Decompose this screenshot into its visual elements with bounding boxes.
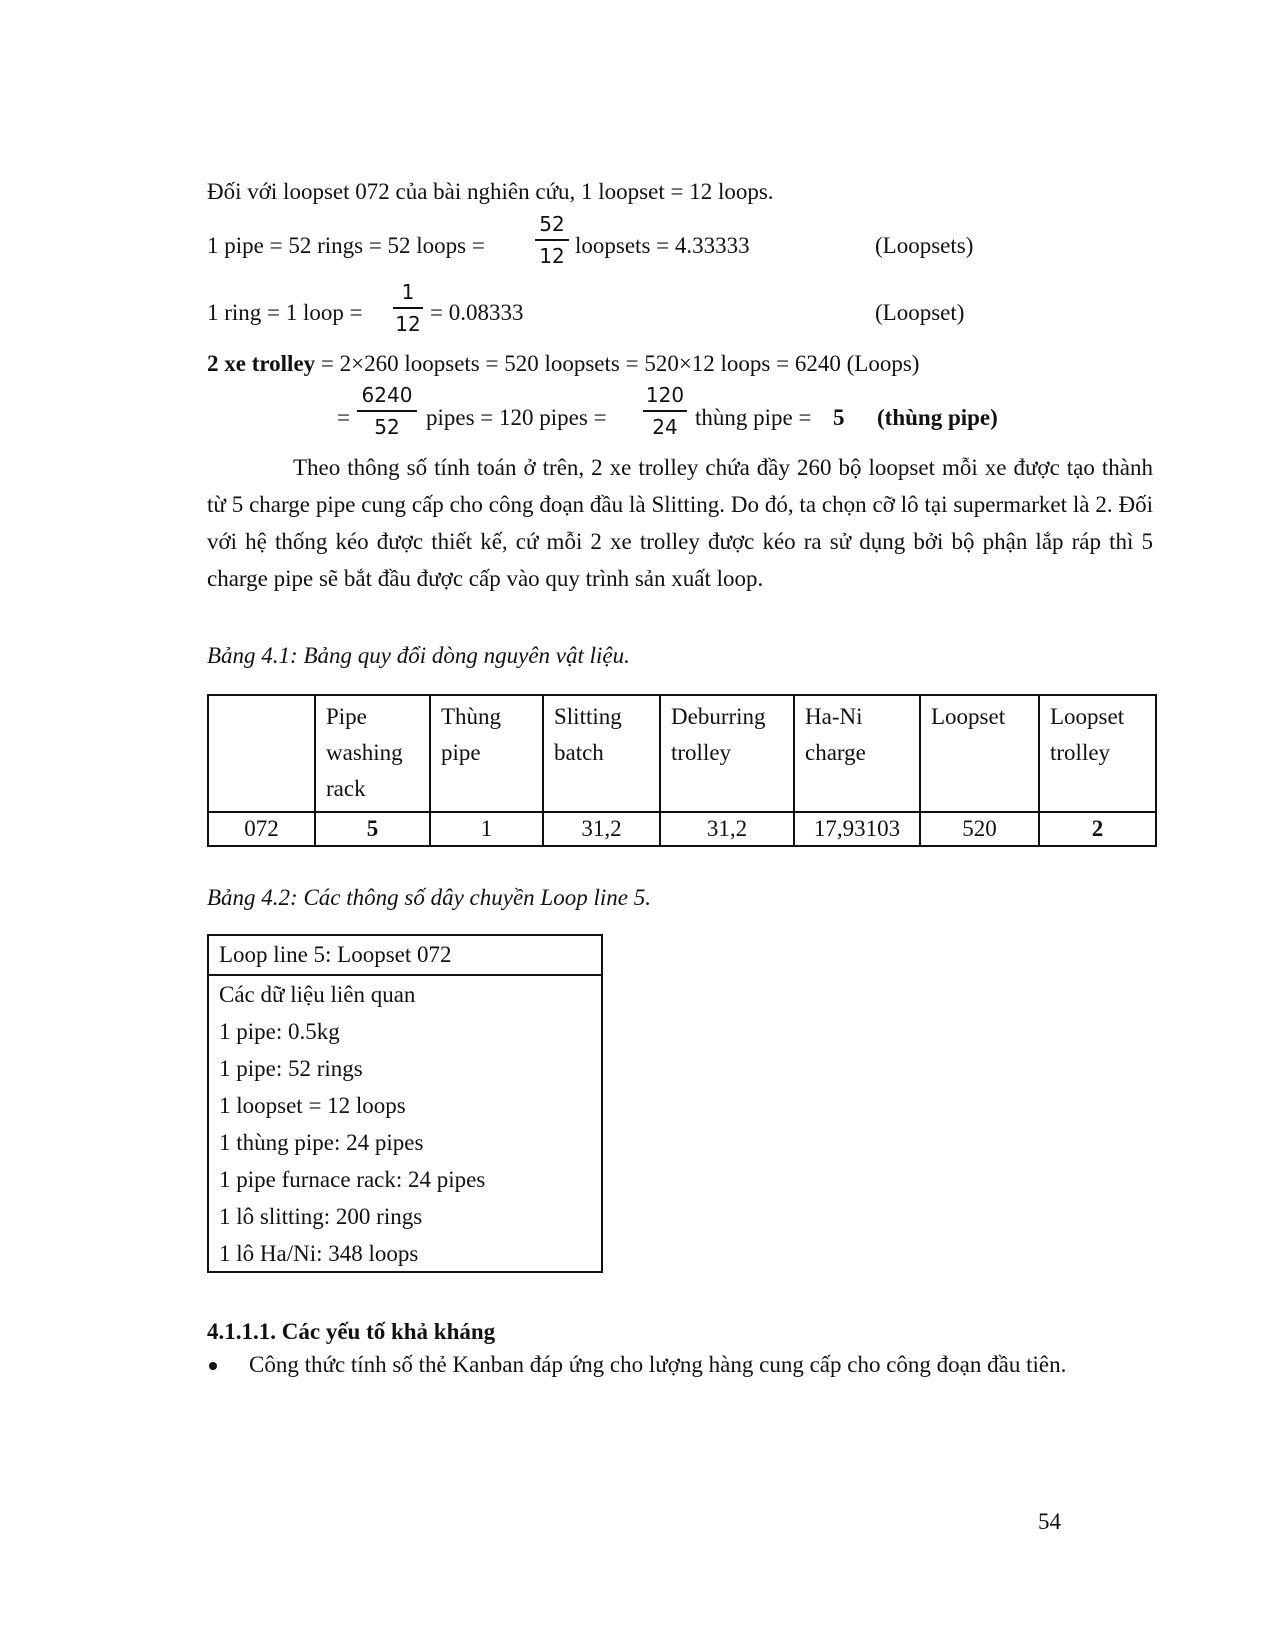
equation-rest: = 2×260 loopsets = 520 loopsets = 520×12 loops = 6240 (Loops) bbox=[315, 351, 920, 376]
table-header-cell bbox=[794, 695, 920, 812]
fraction-denominator: 12 bbox=[395, 312, 421, 336]
loop-line-body bbox=[209, 976, 601, 1272]
section-heading: 4.1.1.1. Các yếu tố khả kháng bbox=[207, 1319, 496, 1344]
header-text: Loopset bbox=[931, 704, 1006, 729]
table-row bbox=[208, 812, 1156, 846]
list-item: 1 pipe furnace rack: 24 pipes bbox=[219, 1167, 486, 1192]
list-item: 1 loopset = 12 loops bbox=[219, 1093, 406, 1118]
fraction-numerator: 1 bbox=[401, 280, 415, 304]
bullet-text: Công thức tính số thẻ Kanban đáp ứng cho lượng hàng cung cấp cho công đoạn đầu tiên. bbox=[249, 1352, 1067, 1377]
fraction-bar bbox=[535, 239, 569, 241]
body-paragraph: Theo thông số tính toán ở trên, 2 xe trolley chứa đầy 260 bộ loopset mỗi xe được tạo thành từ 5 charge pipe cung cấp cho công đoạn đầu là Slitting. Do đó, ta chọn cỡ lô tại supermarket là 2. Đối với hệ thống kéo được thiết kế, cứ mỗi 2 xe trolley được kéo ra sử dụng bởi bộ phận lắp ráp thì 5 charge pipe sẽ bắt đầu được cấp vào quy trình sản xuất loop. bbox=[207, 455, 1153, 591]
list-item: 1 lô slitting: 200 rings bbox=[219, 1204, 423, 1229]
list-item: 1 pipe: 52 rings bbox=[219, 1056, 363, 1081]
header-text: Slitting batch bbox=[554, 704, 622, 765]
conversion-table bbox=[207, 694, 1157, 847]
equation-right: loopsets = 4.33333 bbox=[575, 233, 750, 258]
table-cell: 31,2 bbox=[660, 812, 794, 846]
fraction-numerator: 6240 bbox=[361, 383, 413, 407]
loop-line-table bbox=[207, 934, 603, 1273]
table-cell: 5 bbox=[315, 812, 430, 846]
fraction-denominator: 24 bbox=[652, 415, 678, 439]
table-header-cell bbox=[208, 695, 315, 812]
list-item: Các dữ liệu liên quan bbox=[219, 982, 416, 1007]
header-text: Loopset trolley bbox=[1050, 704, 1125, 765]
loop-line-header: Loop line 5: Loopset 072 bbox=[209, 936, 601, 976]
fraction-bar bbox=[643, 410, 687, 412]
table-header-cell bbox=[1039, 695, 1156, 812]
table-cell: 17,93103 bbox=[794, 812, 920, 846]
header-text: Thùng pipe bbox=[441, 704, 502, 765]
equation-unit: (Loopset) bbox=[875, 300, 965, 325]
fraction-numerator: 120 bbox=[645, 383, 685, 407]
table-cell: 072 bbox=[208, 812, 315, 846]
table-cell: 2 bbox=[1039, 812, 1156, 846]
fraction-denominator: 12 bbox=[539, 244, 565, 268]
fraction bbox=[357, 383, 417, 439]
equation-unit: (thùng pipe) bbox=[877, 405, 998, 430]
equation-right: = 0.08333 bbox=[430, 300, 524, 325]
equation-result: 5 bbox=[833, 405, 845, 430]
fraction-numerator: 52 bbox=[539, 212, 565, 236]
list-item: 1 thùng pipe: 24 pipes bbox=[219, 1130, 424, 1155]
page-number: 54 bbox=[1038, 1509, 1061, 1534]
table-header-cell bbox=[920, 695, 1039, 812]
fraction-denominator: 52 bbox=[374, 415, 400, 439]
equation-left: 1 ring = 1 loop = bbox=[207, 300, 363, 325]
list-item: 1 pipe: 0.5kg bbox=[219, 1019, 340, 1044]
equation-equals: = bbox=[337, 405, 350, 430]
bullet-icon bbox=[209, 1362, 217, 1370]
equation-unit: (Loopsets) bbox=[875, 233, 974, 258]
table-cell: 31,2 bbox=[543, 812, 660, 846]
fraction bbox=[643, 383, 687, 439]
table-header-cell bbox=[315, 695, 430, 812]
equation-bold-term: 2 xe trolley bbox=[207, 351, 316, 376]
header-text: Deburring trolley bbox=[671, 704, 766, 765]
table2-caption: Bảng 4.2: Các thông số dây chuyền Loop line 5. bbox=[207, 885, 651, 910]
table-cell: 1 bbox=[430, 812, 543, 846]
equation-trolley bbox=[207, 350, 919, 378]
equation-tail: thùng pipe = bbox=[695, 405, 812, 430]
header-text: Pipe washing rack bbox=[326, 704, 403, 801]
intro-text: Đối với loopset 072 của bài nghiên cứu, 1 loopset = 12 loops. bbox=[207, 179, 774, 204]
table1-caption: Bảng 4.1: Bảng quy đổi dòng nguyên vật liệu. bbox=[207, 643, 630, 668]
equation-mid: pipes = 120 pipes = bbox=[426, 405, 607, 430]
table-header-cell bbox=[543, 695, 660, 812]
table-header-cell bbox=[430, 695, 543, 812]
table-header-cell bbox=[660, 695, 794, 812]
table-cell: 520 bbox=[920, 812, 1039, 846]
list-item: 1 lô Ha/Ni: 348 loops bbox=[219, 1241, 419, 1266]
table-header-row bbox=[208, 695, 1156, 812]
equation-left: 1 pipe = 52 rings = 52 loops = bbox=[207, 233, 485, 258]
fraction-bar bbox=[393, 307, 423, 309]
fraction-bar bbox=[357, 410, 417, 412]
fraction bbox=[393, 280, 423, 336]
header-text: Ha-Ni charge bbox=[805, 704, 866, 765]
fraction bbox=[535, 212, 569, 268]
